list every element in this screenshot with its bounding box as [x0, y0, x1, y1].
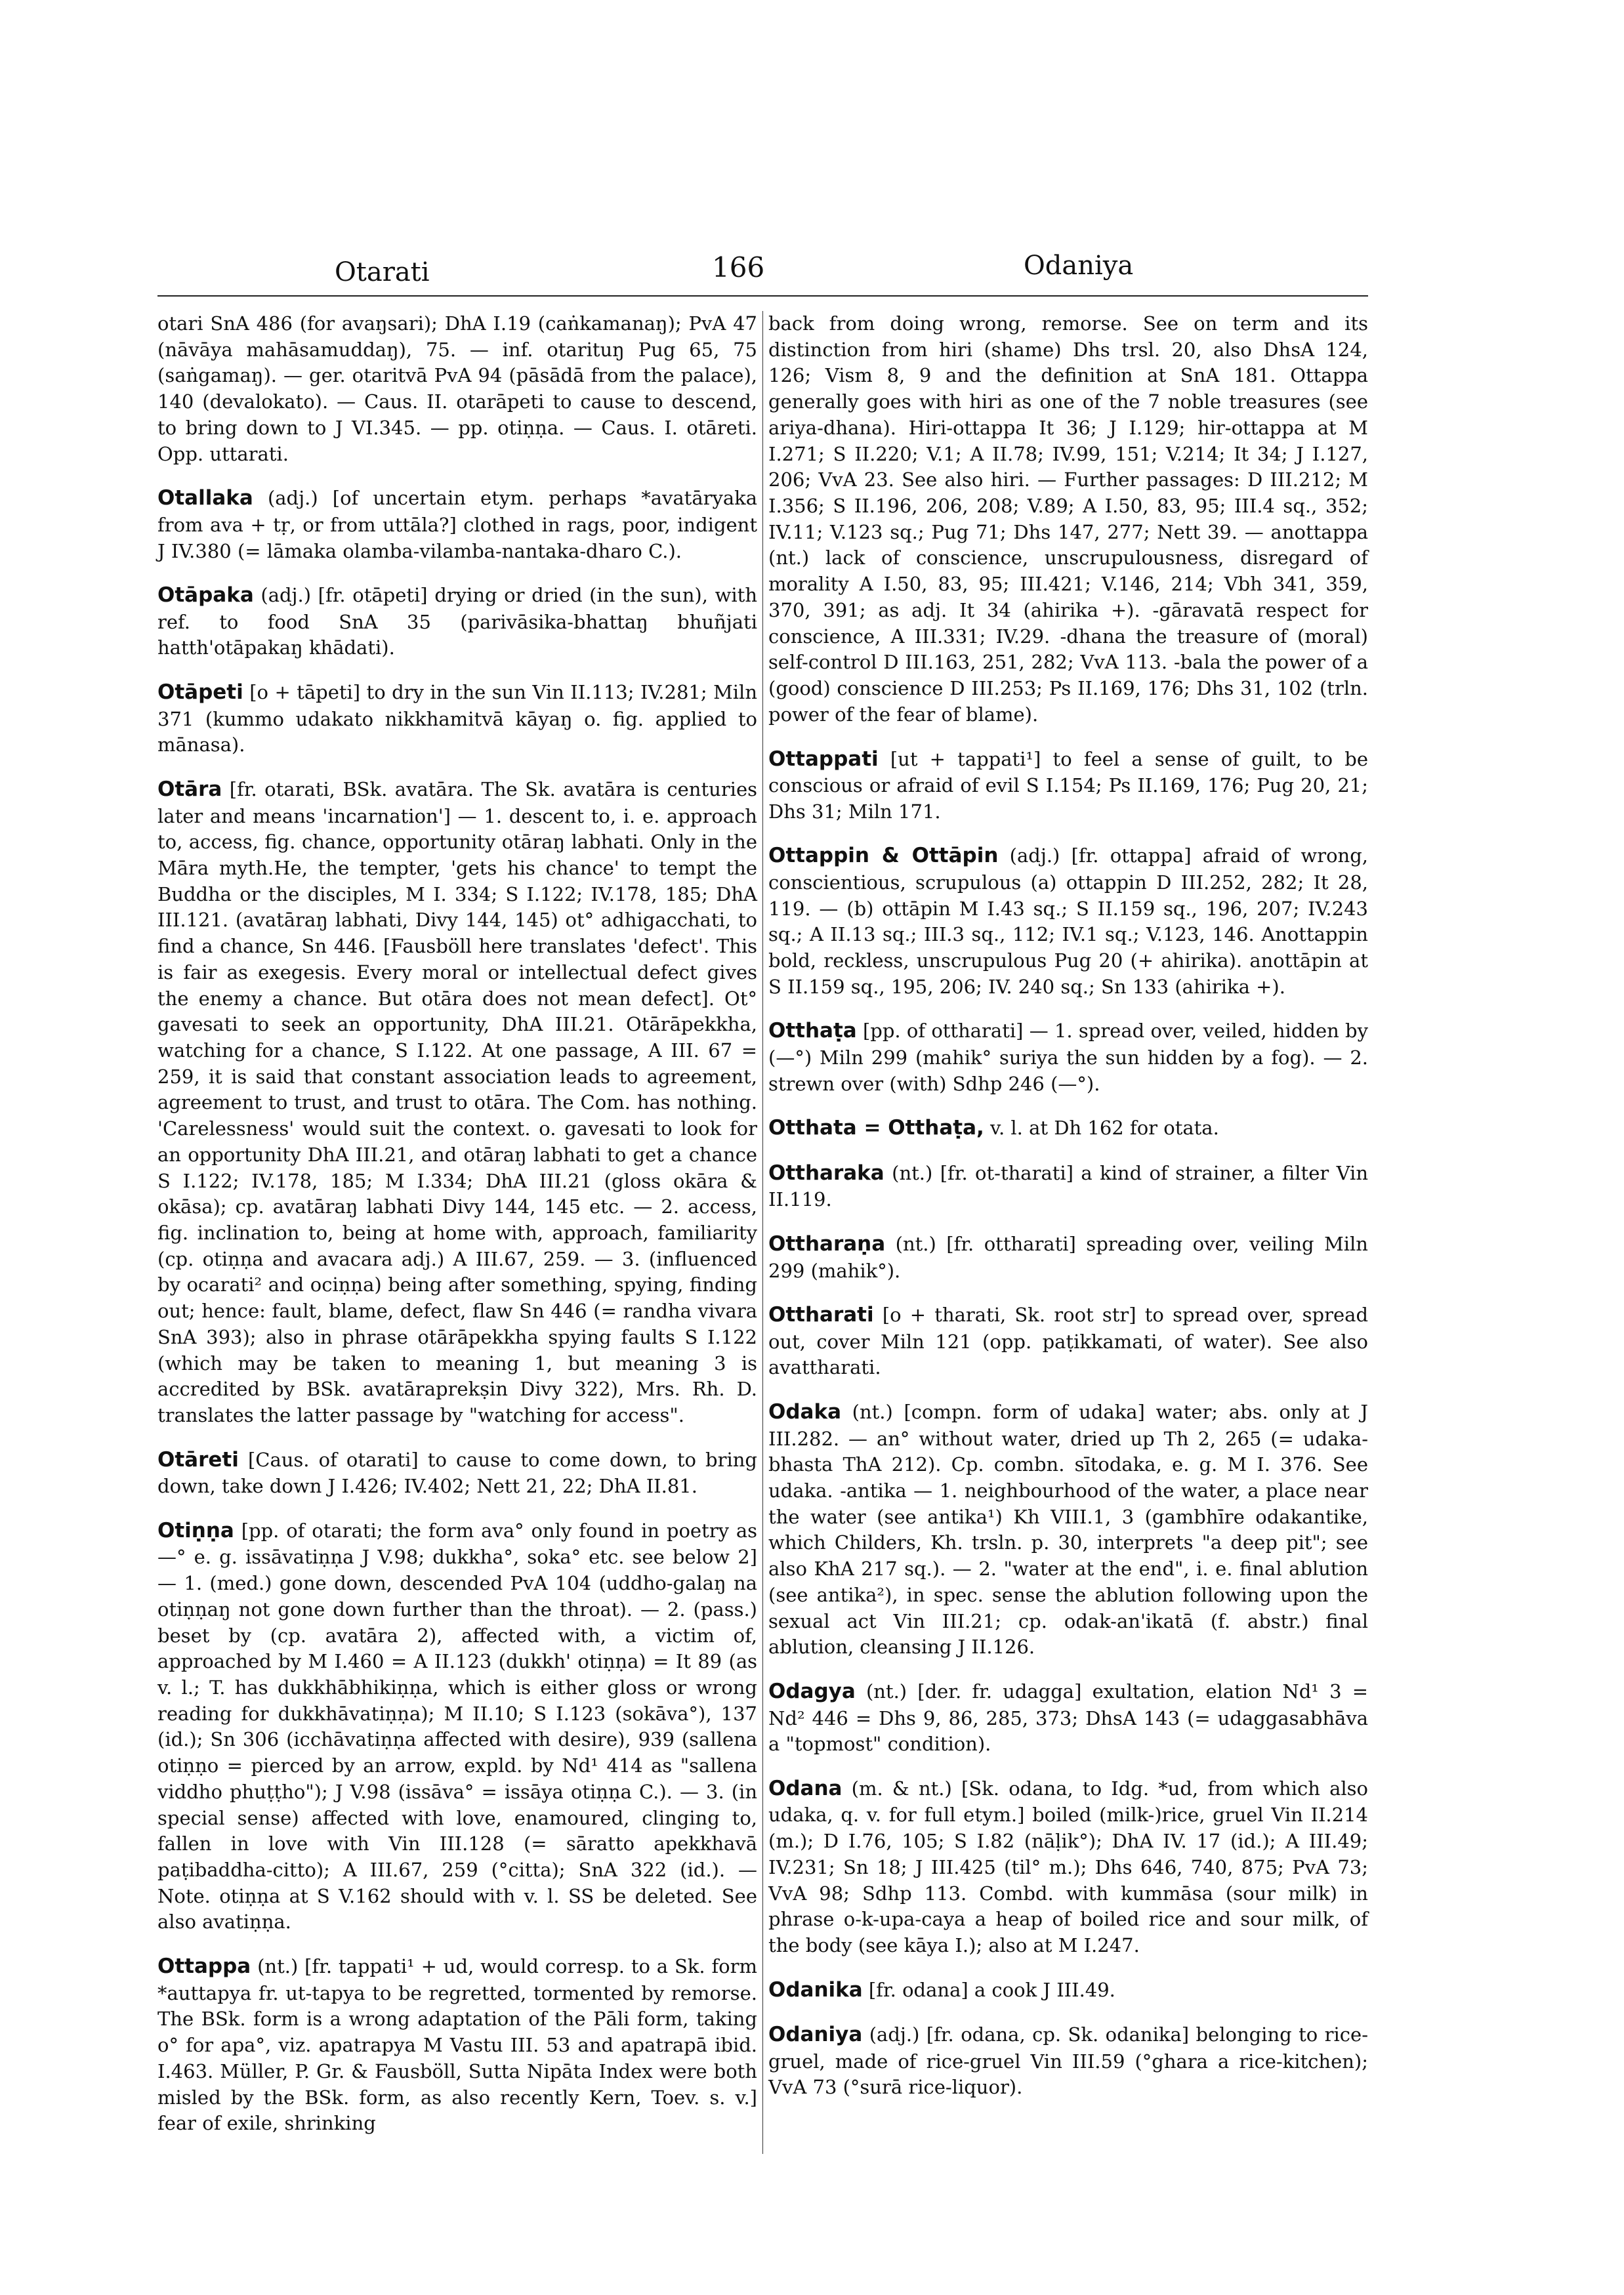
entry-definition: (adj.) [of uncertain etym. perhaps *avatāryaka from ava + tṛ, or from uttāla?] clothed in rags, poor, indigent J IV.380 (= lāmaka olamba-vilamba-nantaka-dharo C.).	[157, 487, 758, 562]
entry-headword: Otāpeti	[157, 680, 243, 705]
dictionary-entry	[768, 842, 1368, 1000]
entry-definition: [o + tāpeti] to dry in the sun Vin II.113; IV.281; Miln 371 (kummo udakato nikkhamitvā kāyaŋ o. fig. applied to mānasa).	[157, 681, 758, 756]
entry-definition: [pp. of ottharati] — 1. spread over, veiled, hidden by (—°) Miln 299 (mahik° suriya the sun hidden by a fog). — 2. strewn over (with) Sdhp 246 (—°).	[768, 1020, 1368, 1095]
entry-headword: Ottharaṇa	[768, 1232, 886, 1256]
column-divider	[762, 311, 763, 2154]
dictionary-entry	[157, 1446, 757, 1500]
entry-definition: [fr. otarati, BSk. avatāra. The Sk. avatāra is centuries later and means 'incarnation'] — 1. descent to, i. e. approach to, access, fig. chance, opportunity otāraŋ labhati. Only in the Māra myth.He, the tempter, 'gets his chance' to tempt the Buddha or the disciples, M I. 334; S I.122; IV.178, 185; DhA III.121. (avatāraŋ labhati, Divy 144, 145) ot° adhigacchati, to find a chance, Sn 446. [Fausböll here translates 'defect'. This is fair as exegesis. Every moral or intellectual defect gives the enemy a chance. But otāra does not mean defect]. Ot° gavesati to seek an opportunity, DhA III.21. Otārāpekkha, watching for a chance, S I.122. At one passage, A III. 67 = 259, it is said that constant association leads to agreement, agreement to trust, and trust to otāra. The Com. has nothing. 'Carelessness' would suit the context. o. gavesati to look for an opportunity DhA III.21, and otāraŋ labhati to get a chance S I.122; IV.178, 185; M I.334; DhA III.21 (gloss okāra & okāsa); cp. avatāraŋ labhati Divy 144, 145 etc. — 2. access, fig. inclination to, being at home with, approach, familiarity (cp. otiṇṇa and avacara adj.) A III.67, 259. — 3. (influenced by ocarati² and ociṇṇa) being after something, spying, finding out; hence: fault, blame, defect, flaw Sn 446 (= randha vivara SnA 393); also in phrase otārāpekkha spying faults S I.122 (which may be taken to meaning 1, but meaning 3 is accredited by BSk. avatāraprekṣin Divy 322), Mrs. Rh. D. translates the latter passage by "watching for access".	[157, 778, 757, 1427]
dictionary-entry	[768, 1114, 1368, 1142]
entry-headword: Ottappati	[768, 747, 879, 771]
dictionary-entry	[768, 1017, 1368, 1097]
dictionary-entry	[768, 1301, 1368, 1381]
running-head	[157, 230, 1368, 297]
dictionary-entry	[157, 678, 757, 758]
dictionary-entry	[157, 484, 757, 564]
entry-definition: otari SnA 486 (for avaŋsari); DhA I.19 (caṅkamanaŋ); PvA 47 (nāvāya mahāsamuddaŋ), 75. — inf. otarituŋ Pug 65, 75 (saṅgamaŋ). — ger. otaritvā PvA 94 (pāsādā from the palace), 140 (devalokato). — Caus. II. otarāpeti to cause to descend, to bring down to J VI.345. — pp. otiṇṇa. — Caus. I. otāreti. Opp. uttarati.	[157, 312, 757, 465]
entry-headword: Odana	[768, 1776, 843, 1800]
dictionary-entry	[157, 311, 757, 467]
entry-definition: (adj.) [fr. otāpeti] drying or dried (in the sun), with ref. to food SnA 35 (parivāsika-bhattaŋ bhuñjati hatth'otāpakaŋ khādati).	[157, 584, 757, 659]
entry-definition: [fr. odana] a cook J III.49.	[868, 1978, 1115, 2001]
page-number: 166	[712, 251, 765, 283]
entry-headword: Odanika	[768, 1977, 863, 2002]
entry-headword: Odagya	[768, 1680, 856, 1704]
entry-headword: Otthaṭa	[768, 1019, 857, 1043]
dictionary-entry	[768, 2021, 1368, 2101]
dictionary-entry	[157, 581, 757, 661]
entry-definition: [pp. of otarati; the form ava° only found in poetry as —° e. g. issāvatiṇṇa J V.98; dukkha°, soka° etc. see below 2] — 1. (med.) gone down, descended PvA 104 (uddho-galaŋ na otiṇṇaŋ not gone down further than the throat). — 2. (pass.) beset by (cp. avatāra 2), affected with, a victim of, approached by M I.460 = A II.123 (dukkh' otiṇṇa) = It 89 (as v. l.; T. has dukkhābhikiṇṇa, which is either gloss or wrong reading for dukkhāvatiṇṇa); M II.10; S I.123 (sokāva°), 137 (id.); Sn 306 (icchāvatiṇṇa affected with desire), 939 (sallena otiṇṇo = pierced by an arrow, expld. by Nd¹ 414 as "sallena viddho phuṭṭho"); J V.98 (issāva° = issāya otiṇṇa C.). — 3. (in special sense) affected with love, enamoured, clinging to, fallen in love with Vin III.128 (= sāratto apekkhavā paṭibaddha-citto); A III.67, 259 (°citta); SnA 322 (id.). — Note. otiṇṇa at S V.162 should with v. l. SS be deleted. See also avatiṇṇa.	[157, 1519, 757, 1933]
entry-definition: (adj.) [fr. ottappa] afraid of wrong, conscientious, scrupulous (a) ottappin D III.252, 282; It 28, 119. — (b) ottāpin M I.43 sq.; S II.159 sq., 196, 207; IV.243 sq.; A II.13 sq.; III.3 sq., 112; IV.1 sq.; V.123, 146. Anottappin bold, reckless, unscrupulous Pug 20 (+ ahirika). anottāpin at S II.159 sq., 195, 206; IV. 240 sq.; Sn 133 (ahirika +).	[768, 844, 1369, 998]
entry-definition: (nt.) [compn. form of udaka] water; abs. only at J III.282. — an° without water, dried up Th 2, 265 (= udaka-bhasta ThA 212). Cp. combn. sītodaka, e. g. M I. 376. See udaka. -antika — 1. neighbourhood of the water, a place near the water (see antika¹) Kh VIII.1, 3 (gambhīre odakantike, which Childers, Kh. trsln. p. 30, interprets "a deep pit"; see also KhA 217 sq.). — 2. "water at the end", i. e. final ablution (see antika²), in spec. sense the ablution following upon the sexual act Vin III.21; cp. odak-an'ikatā (f. abstr.) final ablution, cleansing J II.126.	[768, 1401, 1369, 1659]
dictionary-entry	[768, 1398, 1368, 1661]
dictionary-entry	[157, 1517, 757, 1935]
entry-definition: (nt.) [fr. tappati¹ + ud, would corresp. to a Sk. form *auttapya fr. ut-tapya to be regretted, tormented by remorse. The BSk. form is a wrong adaptation of the Pāli form, taking o° for apa°, viz. apatrapya M Vastu III. 53 and apatrapā ibid. I.463. Müller, P. Gr. & Fausböll, Sutta Nipāta Index were both misled by the BSk. form, as also recently Kern, Toev. s. v.] fear of exile, shrinking	[157, 1955, 757, 2135]
entry-headword: Ottharati	[768, 1303, 874, 1327]
running-head-left: Otarati	[335, 257, 430, 287]
dictionary-entry	[768, 745, 1368, 825]
entry-headword: Ottharaka	[768, 1161, 885, 1185]
entry-headword: Odaka	[768, 1400, 841, 1424]
entry-headword: Odaniya	[768, 2023, 863, 2047]
right-column	[768, 311, 1368, 2154]
dictionary-entry	[768, 311, 1368, 728]
left-column	[157, 311, 757, 2154]
entry-definition: (nt.) [fr. ottharati] spreading over, veiling Miln 299 (mahik°).	[768, 1233, 1368, 1282]
entry-headword: Ottappa	[157, 1954, 251, 1979]
entry-definition: (m. & nt.) [Sk. odana, to Idg. *ud, from which also udaka, q. v. for full etym.] boiled (milk-)rice, gruel Vin II.214 (m.); D I.76, 105; S I.82 (nāḷik°); DhA IV. 17 (id.); A III.49; IV.231; Sn 18; J III.425 (til° m.); Dhs 646, 740, 875; PvA 73; VvA 98; Sdhp 113. Combd. with kummāsa (sour milk) in phrase o-k-upa-caya a heap of boiled rice and sour milk, of the body (see kāya I.); also at M I.247.	[768, 1777, 1369, 1957]
dictionary-entry	[768, 1678, 1368, 1758]
dictionary-entry	[768, 1775, 1368, 1959]
entry-headword: Otthata = Otthaṭa,	[768, 1116, 984, 1140]
two-column-body	[157, 311, 1368, 2154]
entry-headword: Ottappin & Ottāpin	[768, 844, 999, 868]
entry-headword: Otāpaka	[157, 583, 254, 608]
entry-headword: Otiṇṇa	[157, 1518, 234, 1542]
entry-definition: [o + tharati, Sk. root str] to spread over, spread out, cover Miln 121 (opp. paṭikkamati, of water). See also avattharati.	[768, 1304, 1369, 1379]
entry-headword: Otāra	[157, 777, 222, 802]
entry-definition: [Caus. of otarati] to cause to come down, to bring down, take down J I.426; IV.402; Nett 21, 22; DhA II.81.	[157, 1448, 757, 1498]
entry-definition: back from doing wrong, remorse. See on term and its distinction from hiri (shame) Dhs trsl. 20, also DhsA 124, 126; Vism 8, 9 and the definition at SnA 181. Ottappa generally goes with hiri as one of the 7 noble treasures (see ariya-dhana). Hiri-ottappa It 36; J I.129; hir-ottappa at M I.271; S II.220; V.1; A II.78; IV.99, 151; V.214; It 34; J I.127, 206; VvA 23. See also hiri. — Further passages: D III.212; M I.356; S II.196, 206, 208; V.89; A I.50, 83, 95; III.4 sq., 352; IV.11; V.123 sq.; Pug 71; Dhs 147, 277; Nett 39. — anottappa (nt.) lack of conscience, unscrupulousness, disregard of morality A I.50, 83, 95; III.421; V.146, 214; Vbh 341, 359, 370, 391; as adj. It 34 (ahirika +). -gāravatā respect for conscience, A III.331; IV.29. -dhana the treasure of (moral) self-control D III.163, 251, 282; VvA 113. -bala the power of a (good) conscience D III.253; Ps II.169, 176; Dhs 31, 102 (trln. power of the fear of blame).	[768, 312, 1368, 726]
running-head-right: Odaniya	[1024, 251, 1134, 281]
entry-definition: [ut + tappati¹] to feel a sense of guilt, to be conscious or afraid of evil S I.154; Ps II.169, 176; Pug 20, 21; Dhs 31; Miln 171.	[768, 747, 1368, 823]
dictionary-entry	[157, 775, 757, 1429]
dictionary-entry	[157, 1953, 757, 2137]
dictionary-entry	[768, 1976, 1368, 2004]
entry-definition: v. l. at Dh 162 for otata.	[990, 1117, 1219, 1140]
dictionary-entry	[768, 1230, 1368, 1284]
entry-definition: (nt.) [der. fr. udagga] exultation, elation Nd¹ 3 = Nd² 446 = Dhs 9, 86, 285, 373; DhsA 143 (= udaggasabhāva a "topmost" condition).	[768, 1680, 1368, 1756]
entry-headword: Otallaka	[157, 486, 253, 510]
entry-definition: (nt.) [fr. ot-tharati] a kind of strainer, a filter Vin II.119.	[768, 1161, 1368, 1211]
entry-definition: (adj.) [fr. odana, cp. Sk. odanika] belonging to rice-gruel, made of rice-gruel Vin III.59 (°ghara a rice-kitchen); VvA 73 (°surā rice-liquor).	[768, 2023, 1368, 2099]
entry-headword: Otāreti	[157, 1447, 239, 1472]
dictionary-entry	[768, 1159, 1368, 1213]
